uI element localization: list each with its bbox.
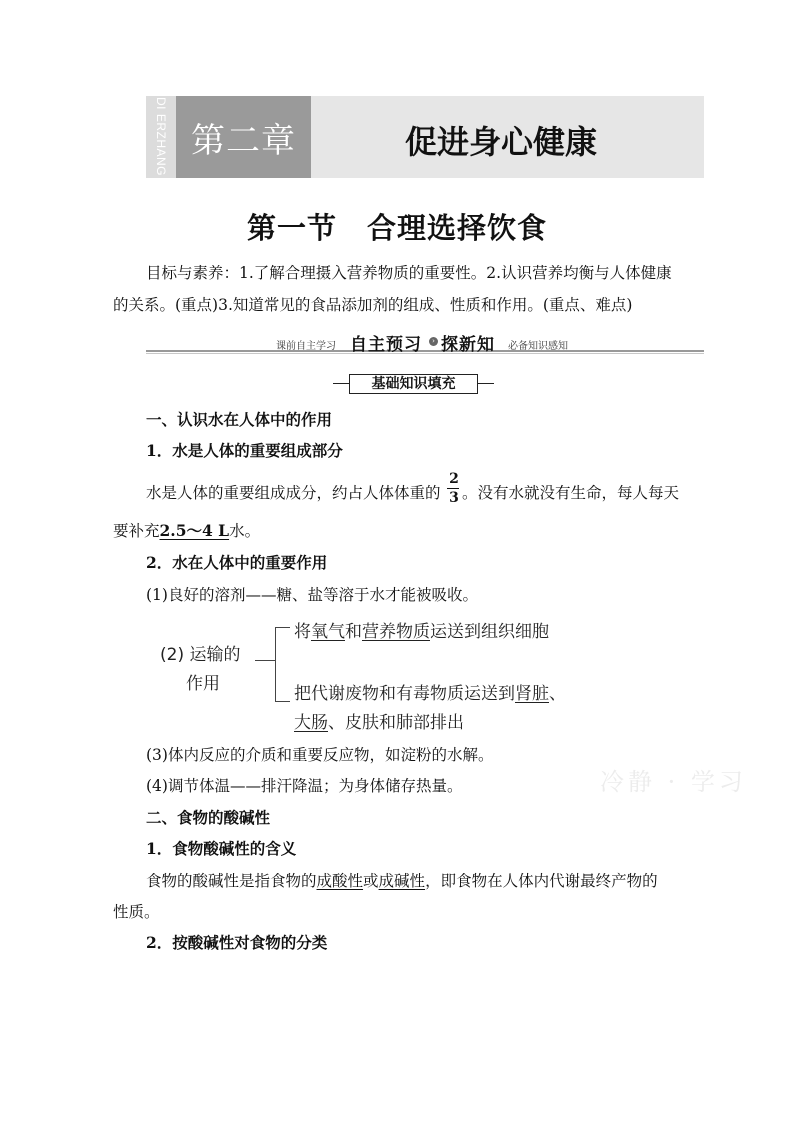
definition-text-e: ，即食物在人体内代谢最终产物的 <box>425 872 658 890</box>
paragraph-water-intake <box>113 516 260 546</box>
definition-base-forming: 成碱性 <box>378 872 426 890</box>
objectives-line-1: 目标与素养：1.了解合理摄入营养物质的重要性。2.认识营养均衡与人体健康 <box>146 264 672 282</box>
divider-arrow-icon: › <box>429 337 438 346</box>
definition-acid-forming: 成酸性 <box>316 872 364 890</box>
branch3-large-intestine: 大肠 <box>294 713 328 733</box>
section-label-box: 基础知识填充 <box>349 374 478 394</box>
branch2-text-c: 、 <box>549 684 566 704</box>
fraction-numerator: 2 <box>449 471 459 487</box>
paragraph-water-fraction-b: 。没有水就没有生命，每人每天 <box>462 484 680 502</box>
divider-left-caption: 课前自主学习 <box>276 341 336 352</box>
fraction-denominator: 3 <box>449 490 459 506</box>
watermark: 冷静 · 学习 <box>600 768 747 796</box>
divider-main-b: 探新知 <box>441 335 495 355</box>
chapter-number: 第二章 <box>191 121 296 161</box>
diagram-label-1: (2) 运输的 <box>160 645 241 665</box>
item-solvent: (1)良好的溶剂——糖、盐等溶于水才能被吸收。 <box>146 586 478 604</box>
paragraph-water-fraction-a: 水是人体的重要组成成分，约占人体体重的 <box>146 484 441 502</box>
branch1-text-e: 运送到组织细胞 <box>430 622 549 642</box>
banner-vertical-pinyin: DI ERZHANG <box>154 97 168 177</box>
diagram-stem <box>255 660 275 661</box>
branch1-text-c: 和 <box>345 622 362 642</box>
intake-text-b: 水。 <box>229 522 261 540</box>
subheading-food-classification: 2．按酸碱性对食物的分类 <box>146 933 328 952</box>
item-body-temperature: (4)调节体温——排汗降温；为身体储存热量。 <box>146 777 463 795</box>
subheading-acidity-meaning: 1．食物酸碱性的含义 <box>146 839 297 858</box>
branch2-kidney: 肾脏 <box>515 684 549 704</box>
intake-blank: 2.5～4 L <box>159 521 230 540</box>
intake-text-a: 要补充 <box>113 522 160 540</box>
subheading-water-functions: 2．水在人体中的重要作用 <box>146 553 328 572</box>
chapter-title: 促进身心健康 <box>404 123 597 161</box>
item-reaction-medium: (3)体内反应的介质和重要反应物，如淀粉的水解。 <box>146 746 494 764</box>
label-line-left <box>333 383 349 384</box>
label-line-right <box>478 383 494 384</box>
divider-line <box>146 350 704 352</box>
heading-food-acidity: 二、食物的酸碱性 <box>146 808 271 827</box>
divider-line-thin <box>146 353 704 354</box>
diagram-branch-1 <box>294 617 549 642</box>
diagram-bracket <box>275 627 290 702</box>
paragraph-acidity-definition <box>146 866 658 896</box>
divider-right-caption: 必备知识感知 <box>508 341 568 352</box>
divider-main-a: 自主预习 <box>350 335 422 355</box>
branch3-text-b: 、皮肤和肺部排出 <box>328 713 464 733</box>
subheading-water-composition: 1．水是人体的重要组成部分 <box>146 441 343 460</box>
paragraph-acidity-definition-end: 性质。 <box>113 903 160 921</box>
section-title: 第一节 合理选择饮食 <box>246 211 547 245</box>
fraction-bar <box>447 488 459 489</box>
definition-text-a: 食物的酸碱性是指食物的 <box>146 872 317 890</box>
branch1-nutrients: 营养物质 <box>362 622 430 642</box>
diagram-label-2: 作用 <box>186 674 220 694</box>
diagram-branch-2 <box>294 679 566 704</box>
objectives-line-2: 的关系。(重点)3.知道常见的食品添加剂的组成、性质和作用。(重点、难点) <box>113 296 633 314</box>
diagram-branch-3 <box>294 708 464 733</box>
branch1-text-a: 将 <box>294 622 311 642</box>
definition-text-c: 或 <box>363 872 379 890</box>
heading-water-role: 一、认识水在人体中的作用 <box>146 410 333 429</box>
branch2-text-a: 把代谢废物和有毒物质运送到 <box>294 684 515 704</box>
branch1-oxygen: 氧气 <box>311 622 345 642</box>
